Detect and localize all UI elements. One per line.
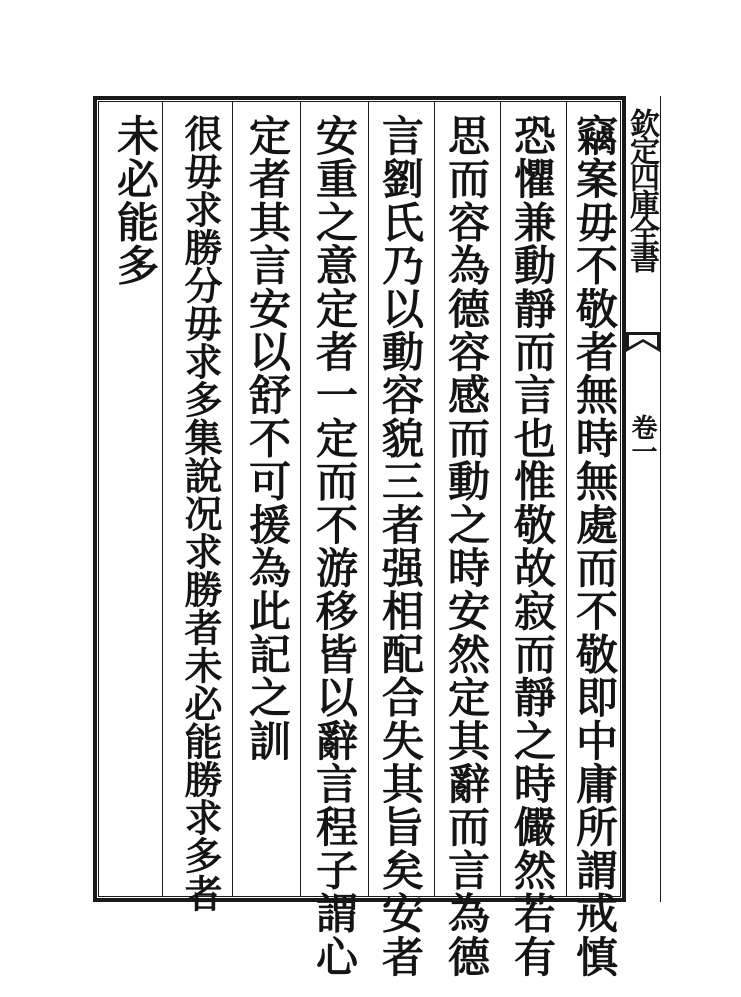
book-title: 欽定四庫全書 [624,108,659,270]
column-rule [300,101,301,897]
column-rule [566,101,567,897]
column-rule [500,101,501,897]
text-column-3: 思而容為德容感而動之時安然定其辭而言為德 [442,114,491,978]
text-column-1: 竊案毋不敬者無時無處而不敬即中庸所謂戒慎 [570,114,619,978]
column-rule [368,101,369,897]
text-column-7: 很毋求勝分毋求多集說况求勝者未必能勝求多者 [178,114,223,912]
column-rule [162,101,163,897]
column-rule [434,101,435,897]
column-rule [232,101,233,897]
text-column-2: 恐懼兼動靜而言也惟敬故寂而靜之時儼然若有 [508,114,557,978]
text-column-4: 言劉氏乃以動容貌三者强相配合失其旨矣安者 [376,114,425,978]
text-column-8: 未必能多 [111,114,160,287]
text-column-5: 安重之意定者一定而不游移皆以辭言程子謂心 [310,114,359,978]
fish-tail-ornament-icon [626,330,660,354]
margin-rule [660,96,661,902]
text-column-6: 定者其言安以舒不可援為此記之訓 [243,114,292,762]
juan-number: 卷一 [627,414,657,462]
